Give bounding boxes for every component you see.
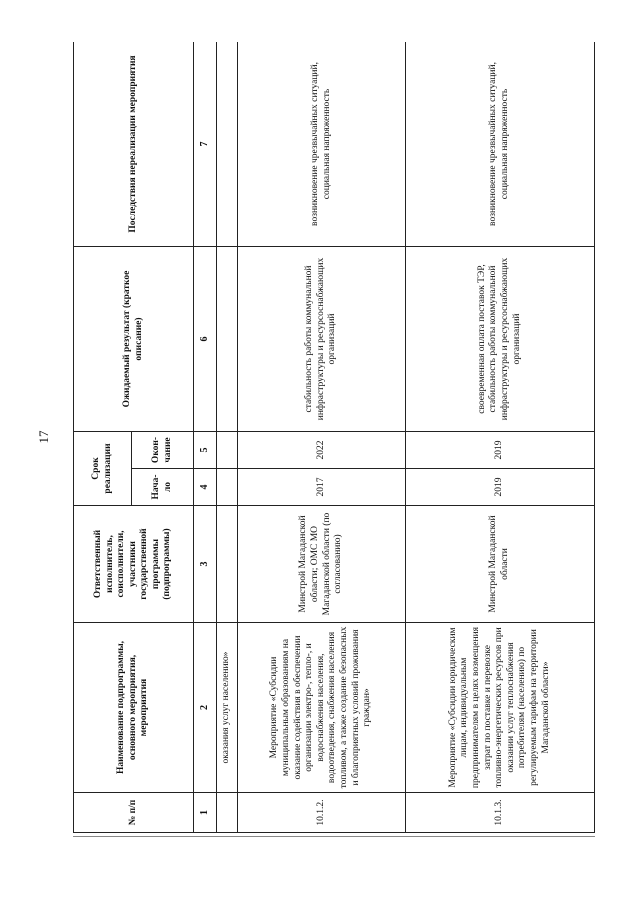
column-number: 3 bbox=[194, 506, 217, 623]
column-numbers-row bbox=[194, 42, 217, 833]
row-name: Мероприятие «Субсидии юридическим лицам, индивидуальным предпринимателям в целях возмещения затрат по поставке и перевозке топливно-энергетических ресурсов при оказании услуг теплоснабжения потребителям (населению) по регулируемым тарифам на территории Магаданской области» bbox=[406, 623, 595, 793]
row-end: 2022 bbox=[238, 432, 406, 469]
row-result: стабильность работы коммунальной инфраструктуры и ресурсоснабжающих организаций bbox=[238, 247, 406, 432]
table-frame bbox=[73, 42, 595, 833]
header-end: Окон-чание bbox=[132, 432, 194, 469]
row-name: Мероприятие «Субсидии муниципальным образованиям на оказание содействия в обеспечении организации электро-, тепло-, и водоснабжения населения, водоотведения, снабжения населения топливом, а также создание безопасных и благоприятных условий проживания граждан» bbox=[238, 623, 406, 793]
row-name: оказания услуг населению» bbox=[217, 623, 238, 793]
header-period: Срок реализации bbox=[74, 432, 132, 506]
row-consequences: возникновение чрезвычайных ситуаций, социальная напряженность bbox=[238, 42, 406, 247]
header-start: Нача-ло bbox=[132, 469, 194, 506]
column-number: 2 bbox=[194, 623, 217, 793]
row-executor bbox=[217, 506, 238, 623]
header-result: Ожидаемый результат (краткое описание) bbox=[74, 247, 194, 432]
column-number: 5 bbox=[194, 432, 217, 469]
row-consequences bbox=[217, 42, 238, 247]
table-row bbox=[217, 42, 238, 833]
header-executor: Ответственный исполнитель, соисполнители, участники государственной программы (подпрограммы) bbox=[74, 506, 194, 623]
header-consequences: Последствия нереализации мероприятия bbox=[74, 42, 194, 247]
rotated-table-container bbox=[73, 42, 595, 833]
row-num bbox=[217, 793, 238, 833]
row-start: 2017 bbox=[238, 469, 406, 506]
row-executor: Минстрой Магаданской области; ОМС МО Магаданской области (по согласованию) bbox=[238, 506, 406, 623]
row-start bbox=[217, 469, 238, 506]
column-number: 1 bbox=[194, 793, 217, 833]
column-number: 4 bbox=[194, 469, 217, 506]
row-start: 2019 bbox=[406, 469, 595, 506]
row-end bbox=[217, 432, 238, 469]
row-end: 2019 bbox=[406, 432, 595, 469]
column-number: 7 bbox=[194, 42, 217, 247]
column-number: 6 bbox=[194, 247, 217, 432]
row-executor: Минстрой Магаданской области bbox=[406, 506, 595, 623]
table-row bbox=[238, 42, 406, 833]
page-bottom-rule bbox=[73, 836, 595, 837]
row-consequences: возникновение чрезвычайных ситуаций, социальная напряженность bbox=[406, 42, 595, 247]
row-result bbox=[217, 247, 238, 432]
header-num: № п/п bbox=[74, 793, 194, 833]
events-table bbox=[73, 42, 595, 833]
row-num: 10.1.2. bbox=[238, 793, 406, 833]
row-num: 10.1.3. bbox=[406, 793, 595, 833]
table-row bbox=[406, 42, 595, 833]
row-result: своевременная оплата поставок ТЭР, стабильность работы коммунальной инфраструктуры и ресурсоснабжающих организаций bbox=[406, 247, 595, 432]
header-name: Наименование подпрограммы, основного мероприятия, мероприятия bbox=[74, 623, 194, 793]
page-number: 17 bbox=[36, 430, 51, 444]
